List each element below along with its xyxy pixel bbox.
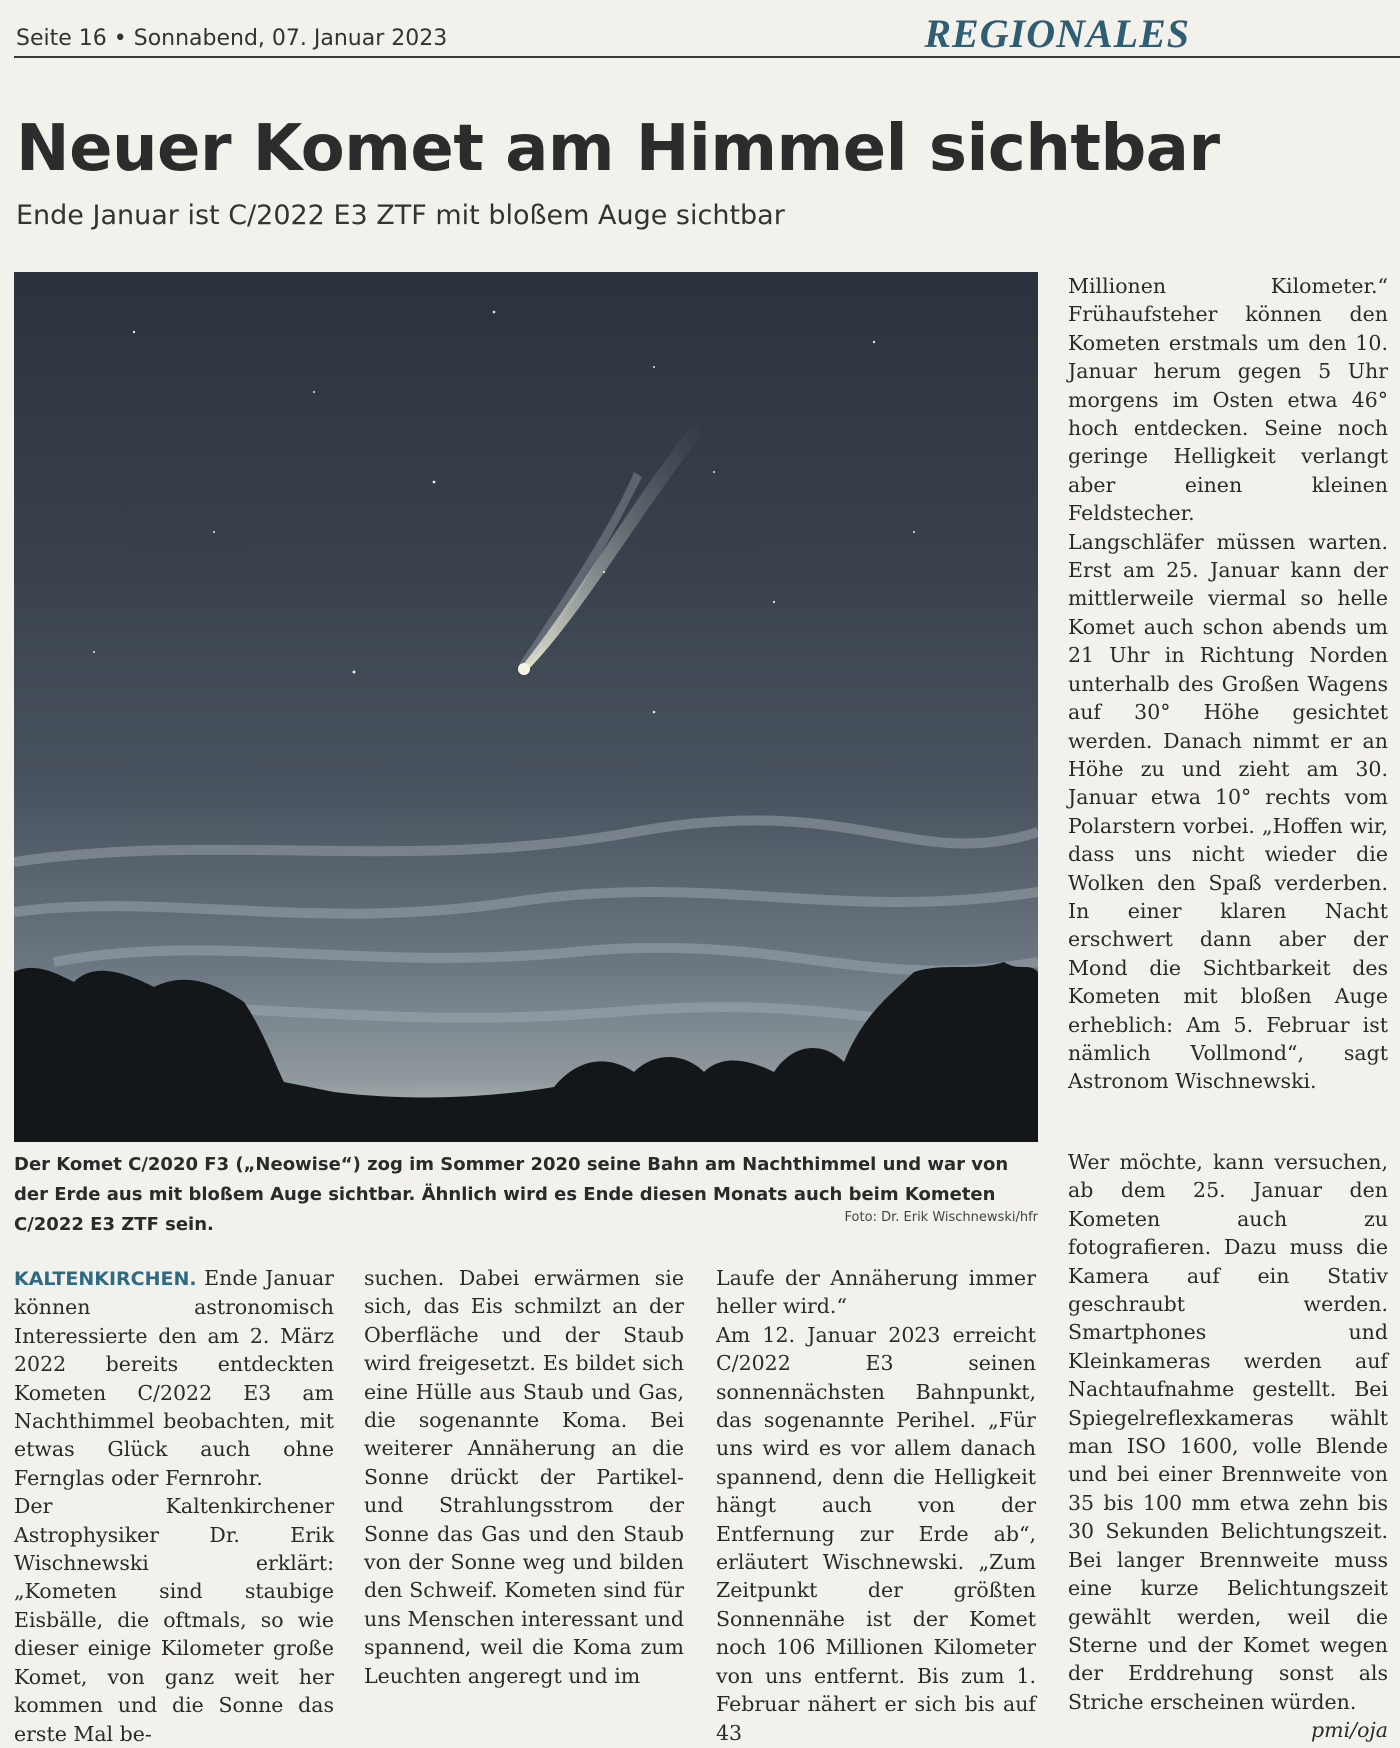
paragraph-text: Ende Januar können astronomisch Interessierte den am 2. März 2022 bereits entdeckten Kometen C/2022 E3 am Nachthimmel beobachten, mit etwas Glück auch ohne Fernglas oder Fernrohr.: [14, 1266, 334, 1490]
paragraph: Am 12. Januar 2023 erreicht C/2022 E3 seinen sonnennächsten Bahnpunkt, das sogenannte Perihel. „Für uns wird es vor allem danach spannend, denn die Helligkeit hängt auch von der Entfernung zur Erde ab“, erläutert Wischnewski. „Zum Zeitpunkt der größten Sonnennähe ist der Komet noch 106 Millionen Kilometer von uns entfernt. Bis zum 1. Februar nähert er sich bis auf 43: [716, 1322, 1036, 1745]
article-column-2: [364, 1264, 684, 1690]
photo-caption: Der Komet C/2020 F3 („Neowise“) zog im Sommer 2020 seine Bahn am Nachthimmel und war von der Erde aus mit bloßem Auge sichtbar. Ähnlich wird es Ende diesen Monats auch beim Kometen C/2022 E3 ZTF sein.: [14, 1154, 1009, 1235]
subheadline: Ende Januar ist C/2022 E3 ZTF mit bloßem Auge sichtbar: [16, 200, 785, 231]
paragraph: [14, 1264, 334, 1492]
paragraph: Laufe der Annäherung immer heller wird.“: [716, 1266, 1036, 1319]
comet-photo: [14, 272, 1038, 1142]
page-info: Seite 16 • Sonnabend, 07. Januar 2023: [16, 26, 448, 51]
paragraph: Der Kaltenkirchener Astrophysiker Dr. Erik Wischnewski erklärt: „Kometen sind staubige Eisbälle, die oftmals, so wie dieser einige Kilometer große Komet, von ganz weit her kommen und die Sonne das erste Mal be-: [14, 1494, 334, 1746]
paragraph: suchen. Dabei erwärmen sie sich, das Eis schmilzt an der Oberfläche und der Staub wird freigesetzt. Es bildet sich eine Hülle aus Staub und Gas, die sogenannte Koma. Bei weiterer Annäherung an die Sonne drückt der Partikel- und Strahlungsstrom der Sonne das Gas und den Staub von der Sonne weg und bilden den Schweif. Kometen sind für uns Menschen interessant und spannend, weil die Koma zum Leuchten angeregt und im: [364, 1266, 684, 1688]
page-header: [14, 10, 1400, 58]
article-column-4: [1068, 272, 1388, 1096]
dateline: KALTENKIRCHEN.: [14, 1268, 197, 1290]
paragraph: Langschläfer müssen warten. Erst am 25. Januar kann der mittlerweile viermal so helle Komet auch schon abends um 21 Uhr in Richtung Norden unterhalb des Großen Wagens auf 30° Höhe gesichtet werden. Danach nimmt er an Höhe zu und zieht am 30. Januar etwa 10° rechts vom Polarstern vorbei. „Hoffen wir, dass uns nicht wieder die Wolken den Spaß verderben. In einer klaren Nacht erschwert dann aber der Mond die Sichtbarkeit des Kometen mit bloßen Auge erheblich: Am 5. Februar ist nämlich Vollmond“, sagt Astronom Wischnewski.: [1068, 529, 1388, 1094]
paragraph: [1068, 1148, 1388, 1743]
comet-photo-graphic: [14, 272, 1038, 1142]
author-signature: pmi/oja: [1311, 1718, 1388, 1743]
comet-tail-faint: [519, 472, 642, 670]
article-column-4-continued: [1068, 1148, 1388, 1745]
stars: [93, 311, 915, 714]
article-column-3: [716, 1264, 1036, 1747]
section-title: REGIONALES: [924, 11, 1190, 56]
paragraph: Millionen Kilometer.“ Frühaufsteher können den Kometen erstmals um den 10. Januar herum gegen 5 Uhr morgens im Osten etwa 46° hoch entdecken. Seine noch geringe Helligkeit verlangt aber einen kleinen Feldstecher.: [1068, 274, 1388, 526]
headline: Neuer Komet am Himmel sichtbar: [16, 112, 1220, 186]
paragraph-text: Wer möchte, kann versuchen, ab dem 25. Januar den Kometen auch zu fotografieren. Dazu muss die Kamera auf ein Stativ geschraubt werden. Smartphones und Kleinkameras werden auf Nachtaufnahme gestellt. Bei Spiegelreflexkameras wählt man ISO 1600, volle Blende und bei einer Brennweite von 35 bis 100 mm etwa zehn bis 30 Sekunden Belichtungszeit. Bei langer Brennweite muss eine kurze Belichtungszeit gewählt werden, weil die Sterne und der Komet wegen der Erddrehung sonst als Striche erscheinen würden.: [1068, 1150, 1388, 1714]
photo-credit: Foto: Dr. Erik Wischnewski/hfr: [844, 1210, 1038, 1225]
article-column-1: [14, 1264, 334, 1748]
comet-head: [518, 663, 530, 675]
